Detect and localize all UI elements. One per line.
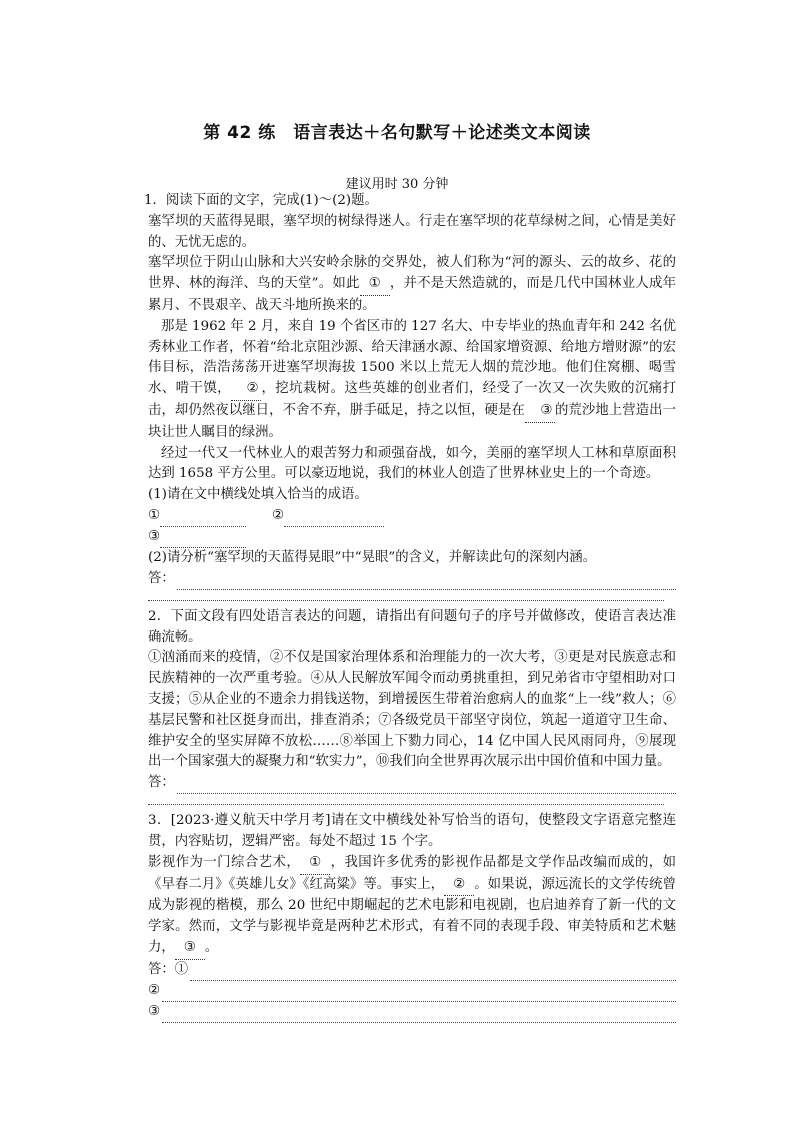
q2-answer-label: 答：: [148, 775, 175, 791]
q1-answer-row: [148, 569, 676, 590]
q3-answer-row-3: [148, 1002, 676, 1023]
q3-answer-line-1[interactable]: [190, 966, 676, 981]
q1-p2-start: 塞罕坝位于阴山山脉和大兴安岭余脉的交界处，被人们称为“河的源头、云的故乡、花的世界、林的海洋、鸟的天堂”。如此: [148, 255, 676, 292]
q1-answer-line-2nd[interactable]: [148, 590, 664, 601]
q1-blank-3: ③: [525, 401, 555, 423]
q2-answer-line-2nd[interactable]: [148, 794, 664, 805]
q2-answer-line[interactable]: [177, 779, 676, 794]
q1-p3-start: 那是 1962 年 2 月，来自 19 个省区市的 127 名大、中专毕业的热血青年和 242 名优秀林业工作者，怀着“给北京阻沙源、给天津涵水源、给国家增资源、给地方增财源”的宏伟目标，浩浩荡荡开进塞罕坝海拔 1500 米以上荒无人烟的荒沙地。他们住窝棚、喝雪水、啃干馍，: [148, 318, 676, 397]
q1-paragraph-2: [148, 253, 676, 316]
q3-passage-d: 。: [204, 939, 219, 955]
q3-answer-label: 答：①: [148, 961, 189, 977]
page-title: 第 42 练 语言表达＋名句默写＋论述类文本阅读: [203, 123, 591, 143]
q3-answer-line-3[interactable]: [162, 1008, 676, 1023]
q1-answer-mark-2: ②: [272, 507, 285, 523]
q3-blank-1: ①: [300, 853, 330, 875]
q1-sub-question-1: (1)请在文中横线处填入恰当的成语。: [148, 487, 368, 503]
q1-paragraph-3: [148, 317, 676, 444]
q1-stem: 1．阅读下面的文字，完成(1)～(2)题。: [144, 193, 378, 208]
worksheet-content: [144, 191, 677, 1023]
q3-passage-c: 。如果说，源远流长的文学传统曾成为影视的楷模，那么 20 世纪中期崛起的艺术电影和电视剧，也启迪养育了新一代的文学家。然而，文学与影视毕竟是两种艺术形式，有着不同的表现手段、审美特质和艺术魅力，: [148, 876, 676, 955]
q1-p3-end: 的荒沙地上营造出一块让世人瞩目的绿洲。: [148, 402, 677, 440]
q3-answer-line-2[interactable]: [162, 987, 676, 1002]
q2-stem: 2．下面文段有四处语言表达的问题，请指出有问题句子的序号并做修改，使语言表达准确流畅。: [148, 608, 676, 645]
q3-answer-row-2: [148, 981, 676, 1002]
q1-answer-line[interactable]: [177, 575, 676, 590]
q3-answer-row-1: [148, 960, 676, 981]
q1-p3-middle: ，挖坑栽树。这些英雄的创业者们，经受了一次又一次失败的沉痛打击，却仍然夜以继日，不舍不弃，胼手砥足，持之以恒，硬是在: [148, 381, 676, 418]
q1-answer-mark-3: ③: [148, 528, 161, 544]
q1-answer-label: 答：: [148, 570, 175, 586]
time-suggestion: 建议用时 30 分钟: [345, 177, 449, 192]
q3-blank-2: ②: [444, 875, 474, 897]
q1-answer-row-3: [148, 527, 676, 548]
q3-stem: 3．[2023·遵义航天中学月考]请在文中横线处补写恰当的语句，使整段文字语意完整连贯，内容贴切，逻辑严密。每处不超过 15 个字。: [148, 813, 676, 849]
q3-passage-a: 影视作为一门综合艺术，: [148, 854, 301, 870]
q1-answer-line-2[interactable]: [284, 512, 384, 527]
q3-passage: [148, 853, 676, 960]
q1-answer-row-12: [148, 506, 676, 527]
q1-answer-line-1[interactable]: [160, 512, 246, 527]
q3-answer-mark-3: ③: [148, 1003, 161, 1019]
q1-answer-mark-1: ①: [148, 507, 161, 523]
q2-answer-row: [148, 773, 676, 794]
q2-passage: ①汹涌而来的疫情，②不仅是国家治理体系和治理能力的一次大考，③更是对民族意志和民族精神的一次严重考验。④从人民解放军闻令而动勇挑重担，到兄弟省市守望相助对口支援；⑤从企业的不遗余力捐钱送物，到增援医生带着治愈病人的血浆“上一线”救人；⑥基层民警和社区挺身而出，排查消杀；⑦各级党员干部坚守岗位，筑起一道道守卫生命、维护安全的坚实屏障不放松……⑧举国上下勠力同心，14 亿中国人民风雨同舟，⑨展现出一个国家强大的凝聚力和“软实力”，⑩我们向全世界再次展示出中国价值和中国力量。: [148, 650, 676, 770]
q3-answer-mark-2: ②: [148, 982, 161, 998]
q1-sub-question-2: (2)请分析“塞罕坝的天蓝得晃眼”中“晃眼”的含义，并解读此句的深刻内涵。: [148, 549, 597, 565]
q1-paragraph-1: 塞罕坝的天蓝得晃眼，塞罕坝的树绿得迷人。行走在塞罕坝的花草绿树之间，心情是美好的、无忧无虑的。: [148, 213, 676, 250]
q3-passage-b: ，我国许多优秀的影视作品都是文学作品改编而成的，如《早春二月》《英雄儿女》《红高粱》等。事实上，: [148, 854, 677, 892]
q1-p2-end: ，并不是天然造就的，而是几代中国林业人成年累月、不畏艰辛、战天斗地所换来的。: [148, 276, 676, 313]
q1-paragraph-4: 经过一代又一代林业人的艰苦努力和顽强奋战，如今，美丽的塞罕坝人工林和草原面积达到 1658 平方公里。可以豪迈地说，我们的林业人创造了世界林业史上的一个奇迹。: [148, 445, 676, 482]
q1-answer-line-3[interactable]: [160, 533, 246, 548]
q1-blank-1: ①: [360, 274, 390, 296]
q1-blank-2: ②: [231, 379, 261, 401]
q3-blank-3: ③: [175, 938, 205, 960]
